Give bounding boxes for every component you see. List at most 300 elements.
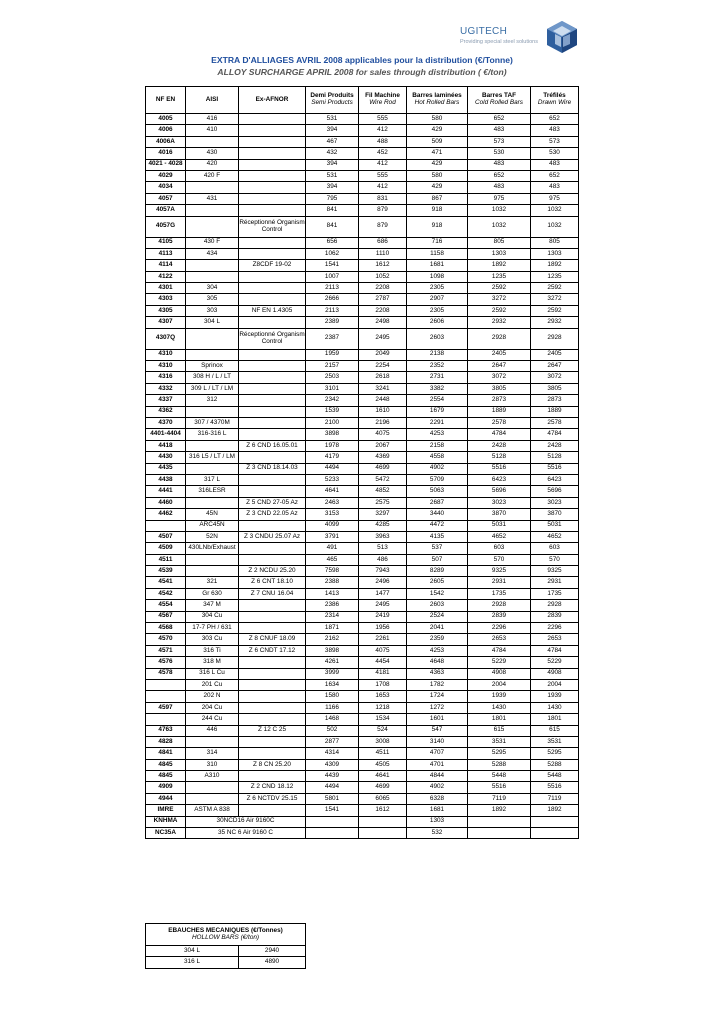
table-row xyxy=(146,159,579,170)
cell-nf-en: 4021 - 4028 xyxy=(146,159,186,170)
cell-aisi: 430LNb/Exhaust xyxy=(186,543,239,554)
cell-wire-rod: 831 xyxy=(359,193,407,204)
cell-afnor xyxy=(239,452,306,463)
cell-wire-rod: 1708 xyxy=(359,679,407,690)
cell-hot-rolled-bars: 580 xyxy=(407,170,468,181)
cell-wire-rod xyxy=(359,816,407,827)
cell-aisi: 410 xyxy=(186,125,239,136)
table-row xyxy=(146,260,579,271)
cell-aisi: 420 xyxy=(186,159,239,170)
col-header-hot-rolled-bars: Barres laminées Hot Rolled Bars xyxy=(407,87,468,114)
cell-wire-rod: 2448 xyxy=(359,395,407,406)
cell-aisi: 308 H / L / LT xyxy=(186,372,239,383)
cell-wire-rod: 1653 xyxy=(359,691,407,702)
cell-semi-products: 2100 xyxy=(306,417,359,428)
cell-drawn-wire xyxy=(531,828,579,839)
cell-nf-en: 4597 xyxy=(146,702,186,713)
cell-aisi xyxy=(186,793,239,804)
cell-nf-en xyxy=(146,714,186,725)
cell-semi-products: 5233 xyxy=(306,474,359,485)
cell-drawn-wire: 5696 xyxy=(531,486,579,497)
cell-aisi: ASTM A 838 xyxy=(186,805,239,816)
cell-wire-rod: 1956 xyxy=(359,623,407,634)
cell-drawn-wire: 1735 xyxy=(531,588,579,599)
cell-afnor xyxy=(239,271,306,282)
table-row xyxy=(146,725,579,736)
cell-semi-products: 394 xyxy=(306,182,359,193)
cell-nf-en: 4370 xyxy=(146,417,186,428)
cell-cold-rolled-bars: 1303 xyxy=(468,248,531,259)
cell-wire-rod: 4369 xyxy=(359,452,407,463)
cell-drawn-wire: 2928 xyxy=(531,328,579,349)
table-row xyxy=(146,383,579,394)
cell-drawn-wire: 3531 xyxy=(531,736,579,747)
cell-nf-en: 4576 xyxy=(146,657,186,668)
cell-afnor: Z 2 NCDU 25.20 xyxy=(239,566,306,577)
cell-hot-rolled-bars: 2305 xyxy=(407,283,468,294)
cell-hot-rolled-bars: 1601 xyxy=(407,714,468,725)
cell-nf-en: 4307Q xyxy=(146,328,186,349)
cell-aisi: 202 N xyxy=(186,691,239,702)
table-row xyxy=(146,611,579,622)
cell-hot-rolled-bars: 2731 xyxy=(407,372,468,383)
cell-nf-en: 4460 xyxy=(146,497,186,508)
col-header-afnor: Ex-AFNOR xyxy=(239,87,306,114)
cell-aisi: 30NCD16 Air 9160C xyxy=(186,816,306,827)
cell-semi-products: 3999 xyxy=(306,668,359,679)
cell-wire-rod: 488 xyxy=(359,136,407,147)
cell-afnor xyxy=(239,148,306,159)
cell-hot-rolled-bars: 547 xyxy=(407,725,468,736)
cell-drawn-wire: 2592 xyxy=(531,283,579,294)
cell-aisi xyxy=(186,463,239,474)
cell-cold-rolled-bars: 1235 xyxy=(468,271,531,282)
cell-semi-products: 3898 xyxy=(306,645,359,656)
cell-hot-rolled-bars: 716 xyxy=(407,237,468,248)
table-row xyxy=(146,237,579,248)
cell-cold-rolled-bars: 1032 xyxy=(468,205,531,216)
cell-drawn-wire: 573 xyxy=(531,136,579,147)
cell-afnor xyxy=(239,429,306,440)
cell-afnor: Z 3 CND 18.14.03 xyxy=(239,463,306,474)
cell-aisi: 431 xyxy=(186,193,239,204)
table-row xyxy=(146,125,579,136)
cell-aisi: 321 xyxy=(186,577,239,588)
cell-drawn-wire: 2405 xyxy=(531,349,579,360)
cell-afnor: Z 5 CND 27-05 Az xyxy=(239,497,306,508)
cell-wire-rod: 2208 xyxy=(359,305,407,316)
table-row xyxy=(146,714,579,725)
cell-nf-en: 4310 xyxy=(146,349,186,360)
table-row xyxy=(146,429,579,440)
cell-cold-rolled-bars: 573 xyxy=(468,136,531,147)
cell-nf-en: 4316 xyxy=(146,372,186,383)
cell-hot-rolled-bars: 2524 xyxy=(407,611,468,622)
cell-aisi: 35 NC 6 Air 9160 C xyxy=(186,828,306,839)
cell-hot-rolled-bars: 4253 xyxy=(407,429,468,440)
cell-semi-products: 2113 xyxy=(306,283,359,294)
cell-semi-products: 2877 xyxy=(306,736,359,747)
cell-wire-rod: 1218 xyxy=(359,702,407,713)
cell-wire-rod: 4505 xyxy=(359,759,407,770)
cell-aisi: 420 F xyxy=(186,170,239,181)
cell-drawn-wire: 652 xyxy=(531,170,579,181)
cell-hot-rolled-bars: 471 xyxy=(407,148,468,159)
table-row xyxy=(146,248,579,259)
cell-drawn-wire: 1892 xyxy=(531,260,579,271)
cell-semi-products: 394 xyxy=(306,125,359,136)
cell-wire-rod: 7943 xyxy=(359,566,407,577)
col-header-nf-en: NF EN xyxy=(146,87,186,114)
table-header-row xyxy=(146,87,579,114)
cell-afnor xyxy=(239,417,306,428)
cell-semi-products: 1959 xyxy=(306,349,359,360)
cell-aisi xyxy=(186,406,239,417)
cell-wire-rod: 2254 xyxy=(359,361,407,372)
cell-wire-rod: 6065 xyxy=(359,793,407,804)
table-row xyxy=(146,554,579,565)
cell-nf-en: IMRE xyxy=(146,805,186,816)
cell-semi-products: 2113 xyxy=(306,305,359,316)
cell-drawn-wire: 2296 xyxy=(531,623,579,634)
cell-drawn-wire: 5295 xyxy=(531,748,579,759)
table-row xyxy=(146,805,579,816)
cell-nf-en: 4362 xyxy=(146,406,186,417)
cell-nf-en: 4909 xyxy=(146,782,186,793)
cell-drawn-wire: 652 xyxy=(531,114,579,125)
cell-drawn-wire: 1032 xyxy=(531,205,579,216)
cell-wire-rod: 486 xyxy=(359,554,407,565)
cell-nf-en: 4435 xyxy=(146,463,186,474)
table-row xyxy=(146,440,579,451)
cell-hot-rolled-bars: 507 xyxy=(407,554,468,565)
cell-aisi xyxy=(186,497,239,508)
cell-afnor xyxy=(239,474,306,485)
cell-drawn-wire: 2592 xyxy=(531,305,579,316)
cell-semi-products: 795 xyxy=(306,193,359,204)
cell-nf-en: 4029 xyxy=(146,170,186,181)
cell-semi-products: 2463 xyxy=(306,497,359,508)
cell-aisi: 45N xyxy=(186,509,239,520)
cell-semi-products: 2503 xyxy=(306,372,359,383)
hollow-cell-price: 2940 xyxy=(239,946,306,957)
cell-aisi: 305 xyxy=(186,294,239,305)
cell-nf-en: 4570 xyxy=(146,634,186,645)
cell-wire-rod: 452 xyxy=(359,148,407,159)
cell-hot-rolled-bars: 4558 xyxy=(407,452,468,463)
cell-nf-en: 4845 xyxy=(146,759,186,770)
cell-nf-en: 4305 xyxy=(146,305,186,316)
cell-nf-en: 4057 xyxy=(146,193,186,204)
cell-semi-products xyxy=(306,816,359,827)
cell-hot-rolled-bars: 6328 xyxy=(407,793,468,804)
cell-afnor xyxy=(239,691,306,702)
cell-wire-rod: 2261 xyxy=(359,634,407,645)
cell-drawn-wire: 1939 xyxy=(531,691,579,702)
cell-drawn-wire: 483 xyxy=(531,125,579,136)
cell-afnor xyxy=(239,125,306,136)
cell-wire-rod: 3241 xyxy=(359,383,407,394)
cell-nf-en: 4005 xyxy=(146,114,186,125)
cell-cold-rolled-bars: 2592 xyxy=(468,305,531,316)
cell-wire-rod: 2208 xyxy=(359,283,407,294)
table-row xyxy=(146,136,579,147)
cell-drawn-wire: 4652 xyxy=(531,531,579,542)
cell-cold-rolled-bars: 5448 xyxy=(468,771,531,782)
cell-wire-rod: 2495 xyxy=(359,328,407,349)
cell-wire-rod: 4852 xyxy=(359,486,407,497)
cell-cold-rolled-bars: 1801 xyxy=(468,714,531,725)
cell-aisi: 309 L / LT / LM xyxy=(186,383,239,394)
col-header-drawn-wire: Tréfilés Drawn Wire xyxy=(531,87,579,114)
cell-semi-products: 2157 xyxy=(306,361,359,372)
cell-aisi: 303 xyxy=(186,305,239,316)
cell-wire-rod: 2067 xyxy=(359,440,407,451)
cell-cold-rolled-bars: 2647 xyxy=(468,361,531,372)
cell-nf-en: 4401-4404 xyxy=(146,429,186,440)
cell-afnor: Réceptionné Organism Control xyxy=(239,328,306,349)
table-row xyxy=(146,305,579,316)
cell-afnor xyxy=(239,361,306,372)
cell-semi-products: 2389 xyxy=(306,317,359,328)
cell-afnor xyxy=(239,237,306,248)
cell-afnor xyxy=(239,486,306,497)
cell-semi-products: 4179 xyxy=(306,452,359,463)
cell-drawn-wire: 5288 xyxy=(531,759,579,770)
cell-afnor xyxy=(239,193,306,204)
alloy-surcharge-table xyxy=(145,86,579,839)
cell-nf-en: KNHMA xyxy=(146,816,186,827)
cell-afnor: Z 6 CNDT 17.12 xyxy=(239,645,306,656)
cell-aisi: 446 xyxy=(186,725,239,736)
cell-afnor xyxy=(239,520,306,531)
cell-drawn-wire: 615 xyxy=(531,725,579,736)
table-row xyxy=(146,645,579,656)
cell-hot-rolled-bars: 2687 xyxy=(407,497,468,508)
cell-cold-rolled-bars: 2931 xyxy=(468,577,531,588)
cell-drawn-wire: 2873 xyxy=(531,395,579,406)
cell-semi-products: 531 xyxy=(306,114,359,125)
cell-drawn-wire: 9325 xyxy=(531,566,579,577)
cell-cold-rolled-bars xyxy=(468,828,531,839)
cell-semi-products: 841 xyxy=(306,205,359,216)
cell-cold-rolled-bars: 6423 xyxy=(468,474,531,485)
cell-hot-rolled-bars: 2554 xyxy=(407,395,468,406)
cube-logo-icon xyxy=(546,20,578,54)
cell-semi-products: 1978 xyxy=(306,440,359,451)
cell-hot-rolled-bars: 4135 xyxy=(407,531,468,542)
cell-cold-rolled-bars: 4784 xyxy=(468,429,531,440)
cell-drawn-wire: 7119 xyxy=(531,793,579,804)
cell-drawn-wire: 1430 xyxy=(531,702,579,713)
table-row xyxy=(146,759,579,770)
cell-hot-rolled-bars: 8289 xyxy=(407,566,468,577)
cell-wire-rod: 524 xyxy=(359,725,407,736)
cell-hot-rolled-bars: 1679 xyxy=(407,406,468,417)
cell-cold-rolled-bars: 2592 xyxy=(468,283,531,294)
cell-semi-products: 841 xyxy=(306,216,359,237)
cell-nf-en: 4006 xyxy=(146,125,186,136)
table-row xyxy=(146,566,579,577)
cell-nf-en: 4006A xyxy=(146,136,186,147)
cell-cold-rolled-bars: 652 xyxy=(468,170,531,181)
table-row xyxy=(146,271,579,282)
cell-wire-rod: 2496 xyxy=(359,577,407,588)
table-row xyxy=(146,406,579,417)
cell-cold-rolled-bars: 2296 xyxy=(468,623,531,634)
cell-afnor: Z 8 CNUF 18.09 xyxy=(239,634,306,645)
cell-cold-rolled-bars: 2004 xyxy=(468,679,531,690)
cell-cold-rolled-bars: 615 xyxy=(468,725,531,736)
cell-semi-products: 1541 xyxy=(306,805,359,816)
cell-semi-products: 2162 xyxy=(306,634,359,645)
cell-afnor xyxy=(239,406,306,417)
cell-wire-rod: 5472 xyxy=(359,474,407,485)
cell-wire-rod: 3963 xyxy=(359,531,407,542)
cell-aisi: 52N xyxy=(186,531,239,542)
table-row xyxy=(146,193,579,204)
cell-hot-rolled-bars: 2291 xyxy=(407,417,468,428)
cell-drawn-wire: 3870 xyxy=(531,509,579,520)
cell-drawn-wire: 2428 xyxy=(531,440,579,451)
cell-wire-rod: 2575 xyxy=(359,497,407,508)
table-row xyxy=(146,474,579,485)
cell-drawn-wire: 805 xyxy=(531,237,579,248)
cell-nf-en: 4057G xyxy=(146,216,186,237)
cell-semi-products: 432 xyxy=(306,148,359,159)
cell-wire-rod: 1477 xyxy=(359,588,407,599)
cell-nf-en: 4303 xyxy=(146,294,186,305)
cell-wire-rod: 2495 xyxy=(359,600,407,611)
table-row xyxy=(146,771,579,782)
cell-afnor xyxy=(239,136,306,147)
cell-drawn-wire: 5031 xyxy=(531,520,579,531)
cell-cold-rolled-bars: 483 xyxy=(468,159,531,170)
cell-hot-rolled-bars: 537 xyxy=(407,543,468,554)
cell-aisi: 434 xyxy=(186,248,239,259)
cell-hot-rolled-bars: 867 xyxy=(407,193,468,204)
cell-semi-products: 1166 xyxy=(306,702,359,713)
col-header-cold-rolled-bars: Barres TAF Cold Rolled Bars xyxy=(468,87,531,114)
cell-afnor xyxy=(239,283,306,294)
cell-nf-en: 4430 xyxy=(146,452,186,463)
cell-hot-rolled-bars: 4253 xyxy=(407,645,468,656)
cell-nf-en: 4034 xyxy=(146,182,186,193)
table-row xyxy=(146,828,579,839)
cell-semi-products: 2386 xyxy=(306,600,359,611)
cell-nf-en: 4507 xyxy=(146,531,186,542)
hollow-header-row xyxy=(146,924,306,946)
table-row xyxy=(146,486,579,497)
table-row xyxy=(146,668,579,679)
cell-aisi: 316 Ti xyxy=(186,645,239,656)
cell-afnor xyxy=(239,349,306,360)
cell-wire-rod: 412 xyxy=(359,125,407,136)
cell-nf-en: 4763 xyxy=(146,725,186,736)
cell-hot-rolled-bars: 2158 xyxy=(407,440,468,451)
cell-cold-rolled-bars xyxy=(468,816,531,827)
table-row xyxy=(146,577,579,588)
cell-wire-rod: 412 xyxy=(359,182,407,193)
cell-aisi: 314 xyxy=(186,748,239,759)
cell-wire-rod: 555 xyxy=(359,170,407,181)
cell-semi-products: 1007 xyxy=(306,271,359,282)
cell-aisi xyxy=(186,216,239,237)
cell-cold-rolled-bars: 5295 xyxy=(468,748,531,759)
cell-afnor xyxy=(239,170,306,181)
table-row xyxy=(146,657,579,668)
cell-wire-rod: 4454 xyxy=(359,657,407,668)
cell-aisi: 430 xyxy=(186,148,239,159)
cell-hot-rolled-bars: 1724 xyxy=(407,691,468,702)
cell-hot-rolled-bars: 1681 xyxy=(407,805,468,816)
cell-aisi: 316 L Cu xyxy=(186,668,239,679)
table-row xyxy=(146,170,579,181)
hollow-table-title: EBAUCHES MECANIQUES (€/Tonnes) HOLLOW BARS (€/ton) xyxy=(146,924,306,946)
cell-cold-rolled-bars: 805 xyxy=(468,237,531,248)
cell-afnor xyxy=(239,657,306,668)
cell-drawn-wire: 975 xyxy=(531,193,579,204)
cell-cold-rolled-bars: 2428 xyxy=(468,440,531,451)
cell-aisi xyxy=(186,271,239,282)
cell-hot-rolled-bars: 580 xyxy=(407,114,468,125)
cell-nf-en: NC35A xyxy=(146,828,186,839)
cell-aisi xyxy=(186,205,239,216)
cell-aisi: 430 F xyxy=(186,237,239,248)
cell-drawn-wire: 5516 xyxy=(531,782,579,793)
cell-nf-en: 4509 xyxy=(146,543,186,554)
cell-semi-products: 2666 xyxy=(306,294,359,305)
cell-hot-rolled-bars: 1542 xyxy=(407,588,468,599)
cell-aisi xyxy=(186,349,239,360)
cell-nf-en: 4944 xyxy=(146,793,186,804)
page-title: EXTRA D'ALLIAGES AVRIL 2008 applicables pour la distribution (€/Tonne) xyxy=(211,55,513,65)
cell-semi-products: 3898 xyxy=(306,429,359,440)
table-row xyxy=(146,182,579,193)
cell-afnor xyxy=(239,554,306,565)
cell-nf-en: 4462 xyxy=(146,509,186,520)
cell-drawn-wire: 2931 xyxy=(531,577,579,588)
cell-drawn-wire: 3072 xyxy=(531,372,579,383)
cell-aisi: 244 Cu xyxy=(186,714,239,725)
cell-wire-rod: 4699 xyxy=(359,463,407,474)
cell-wire-rod: 1612 xyxy=(359,260,407,271)
cell-nf-en: 4418 xyxy=(146,440,186,451)
col-header-wire-rod: Fil Machine Wire Rod xyxy=(359,87,407,114)
cell-cold-rolled-bars: 652 xyxy=(468,114,531,125)
cell-wire-rod: 879 xyxy=(359,216,407,237)
cell-drawn-wire: 483 xyxy=(531,159,579,170)
cell-hot-rolled-bars: 4701 xyxy=(407,759,468,770)
cell-cold-rolled-bars: 3272 xyxy=(468,294,531,305)
table-row xyxy=(146,317,579,328)
cell-wire-rod: 555 xyxy=(359,114,407,125)
table-row xyxy=(146,216,579,237)
cell-hot-rolled-bars: 429 xyxy=(407,159,468,170)
cell-semi-products: 1871 xyxy=(306,623,359,634)
cell-cold-rolled-bars: 5696 xyxy=(468,486,531,497)
cell-wire-rod: 1612 xyxy=(359,805,407,816)
cell-afnor: Z 7 CNU 16.04 xyxy=(239,588,306,599)
cell-drawn-wire: 2647 xyxy=(531,361,579,372)
table-row xyxy=(146,957,306,968)
cell-drawn-wire: 2839 xyxy=(531,611,579,622)
cell-afnor xyxy=(239,372,306,383)
cell-aisi: 17-7 PH / 631 xyxy=(186,623,239,634)
cell-semi-products: 2388 xyxy=(306,577,359,588)
cell-cold-rolled-bars: 5128 xyxy=(468,452,531,463)
cell-aisi: 316 L5 / LT / LM xyxy=(186,452,239,463)
